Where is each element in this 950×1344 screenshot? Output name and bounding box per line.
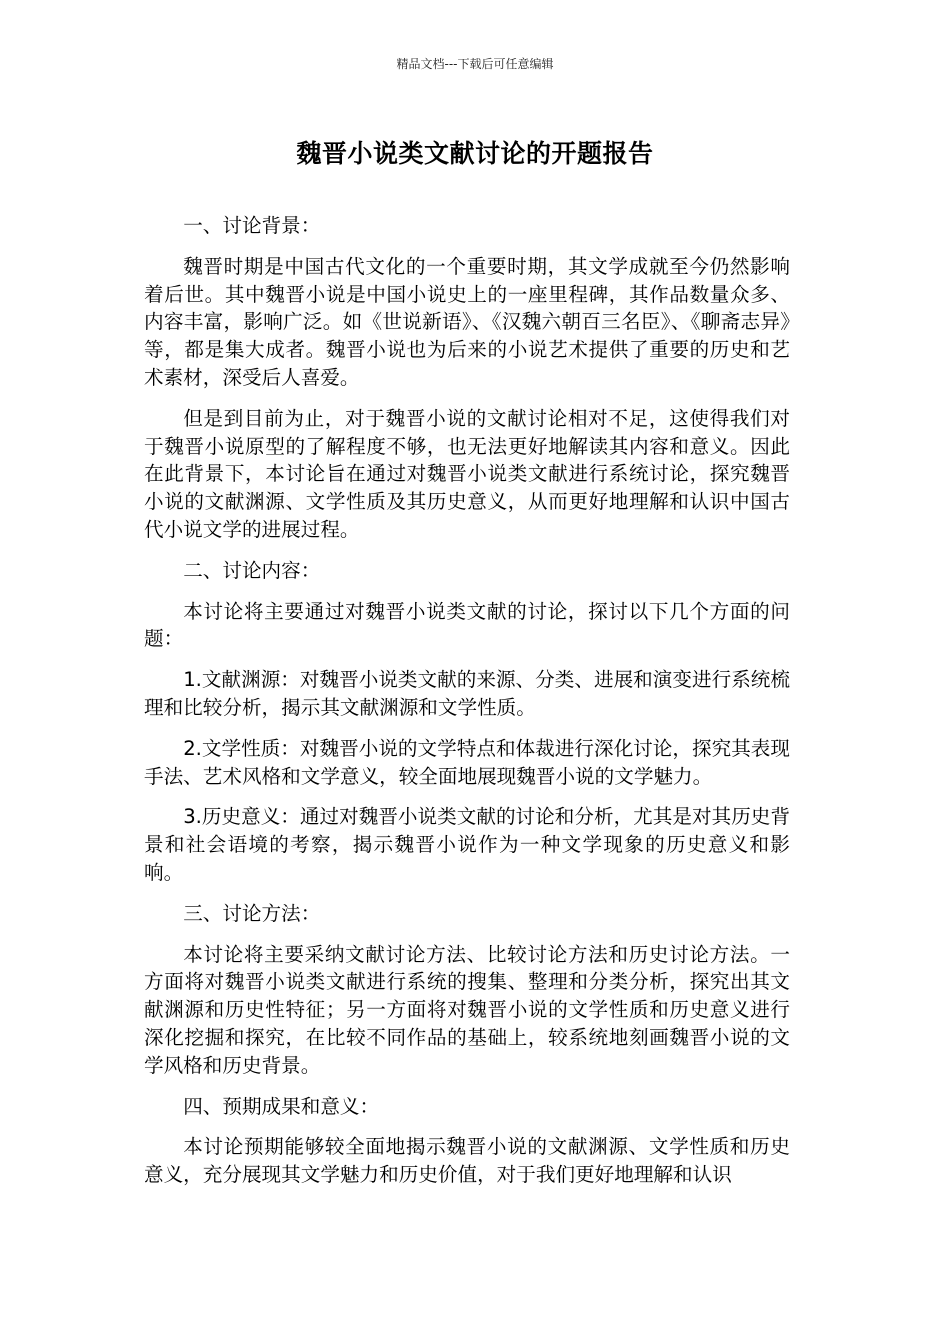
list-item-literary-nature: 2.文学性质：对魏晋小说的文学特点和体裁进行深化讨论，探究其表现手法、艺术风格和文学意义，较全面地展现魏晋小说的文学魅力。 (144, 736, 790, 788)
section-heading-expected-results: 四、预期成果和意义： (183, 1094, 380, 1118)
section-heading-methods: 三、讨论方法： (183, 901, 321, 925)
paragraph-background-2: 但是到目前为止，对于魏晋小说的文献讨论相对不足，这使得我们对于魏晋小说原型的了解程度不够，也无法更好地解读其内容和意义。因此在此背景下，本讨论旨在通过对魏晋小说类文献进行系统讨论，探究魏晋小说的文献渊源、文学性质及其历史意义，从而更好地理解和认识中国古代小说文学的进展过程。 (144, 406, 790, 541)
document-body (144, 212, 790, 1202)
paragraph-background-1: 魏晋时期是中国古代文化的一个重要时期，其文学成就至今仍然影响着后世。其中魏晋小说是中国小说史上的一座里程碑，其作品数量众多、内容丰富，影响广泛。如《世说新语》、《汉魏六朝百三名臣》、《聊斋志异》等，都是集大成者。魏晋小说也为后来的小说艺术提供了重要的历史和艺术素材，深受后人喜爱。 (144, 254, 790, 389)
document-title: 魏晋小说类文献讨论的开题报告 (296, 139, 654, 168)
page-header: 精品文档---下载后可任意编辑 (396, 57, 554, 71)
paragraph-content-intro: 本讨论将主要通过对魏晋小说类文献的讨论，探讨以下几个方面的问题： (144, 599, 790, 651)
section-heading-background: 一、讨论背景： (183, 214, 321, 237)
list-item-sources: 1.文献渊源：对魏晋小说类文献的来源、分类、进展和演变进行系统梳理和比较分析，揭示其文献渊源和文学性质。 (144, 668, 790, 719)
section-heading-content: 二、讨论内容： (183, 558, 321, 582)
paragraph-expected-results: 本讨论预期能够较全面地揭示魏晋小说的文献渊源、文学性质和历史意义，充分展现其文学魅力和历史价值，对于我们更好地理解和认识 (144, 1135, 790, 1187)
paragraph-methods: 本讨论将主要采纳文献讨论方法、比较讨论方法和历史讨论方法。一方面将对魏晋小说类文献进行系统的搜集、整理和分类分析，探究出其文献渊源和历史性特征；另一方面将对魏晋小说的文学性质和历史意义进行深化挖掘和探究，在比较不同作品的基础上，较系统地刻画魏晋小说的文学风格和历史背景。 (144, 942, 790, 1077)
list-item-historical-significance: 3.历史意义：通过对魏晋小说类文献的讨论和分析，尤其是对其历史背景和社会语境的考察，揭示魏晋小说作为一种文学现象的历史意义和影响。 (144, 805, 790, 884)
